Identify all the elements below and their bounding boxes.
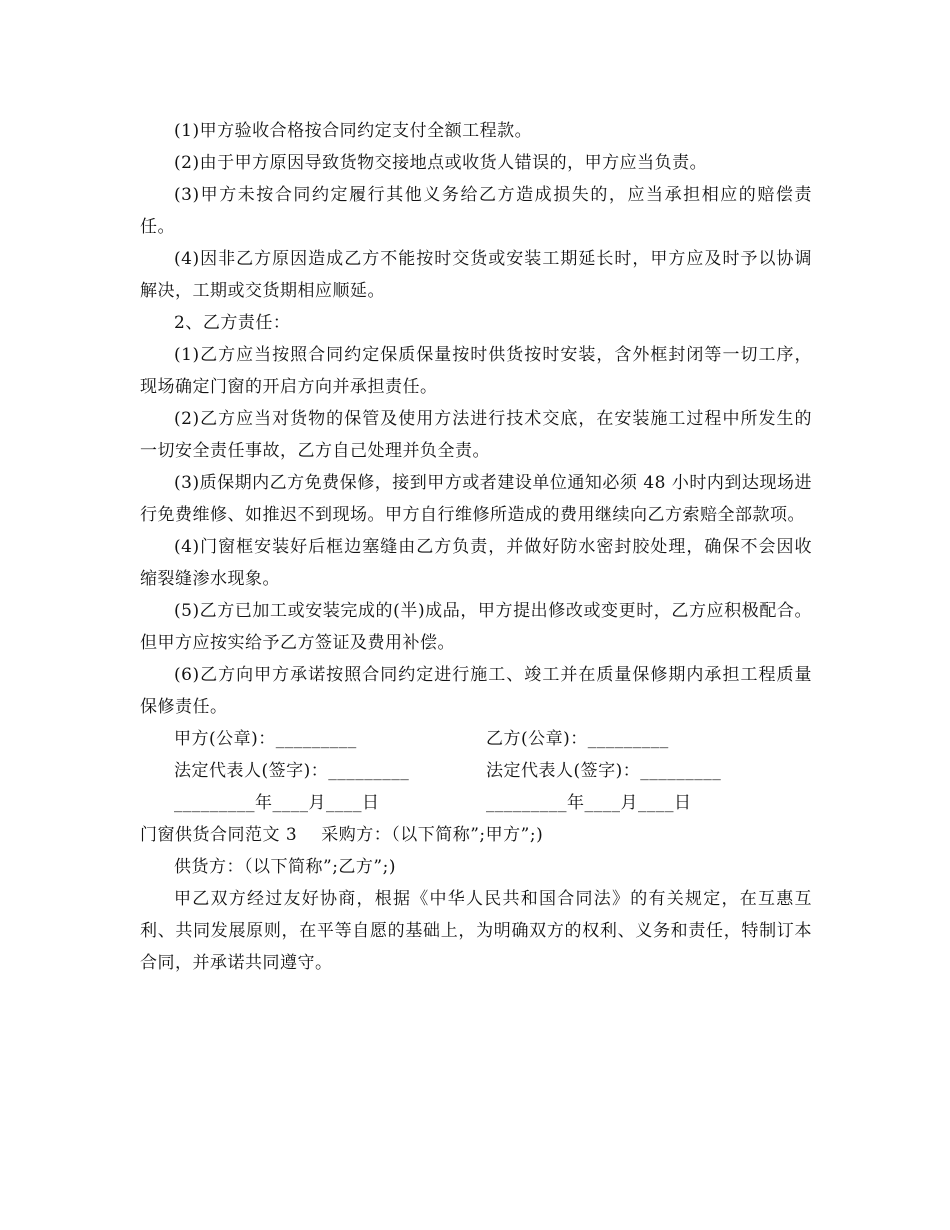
party-a-representative-field: 法定代表人(签字)：_________ [174,761,410,781]
supplier-line: 供货方：（以下简称”;乙方”;) [174,857,396,877]
signature-row-date [140,787,812,819]
signature-row-seal [140,723,812,755]
buyer-line: 采购方：（以下简称”;甲方”;) [321,825,544,845]
section3-heading-line [140,819,812,851]
signature-row-representative [140,755,812,787]
heading-spacer [297,819,321,851]
clause-b-3: (3)质保期内乙方免费保修，接到甲方或者建设单位通知必须 48 小时内到达现场进行免费维修、如推迟不到现场。甲方自行维修所造成的费用继续向乙方索赔全部款项。 [140,473,812,525]
clause-a-1: (1)甲方验收合格按合同约定支付全额工程款。 [174,121,533,141]
party-b-date-field: _________年____月____日 [486,793,692,813]
clause-b-5: (5)乙方已加工或安装完成的(半)成品，甲方提出修改或变更时，乙方应积极配合。但甲方应按实给予乙方签证及费用补偿。 [140,601,812,653]
party-b-representative-field: 法定代表人(签字)：_________ [486,761,722,781]
document-body [140,115,812,979]
party-a-date-field: _________年____月____日 [174,793,380,813]
clause-b-6: (6)乙方向甲方承诺按照合同约定进行施工、竣工并在质量保修期内承担工程质量保修责任。 [140,665,812,717]
section-heading-party-b: 2、乙方责任： [174,313,291,333]
section3-title: 门窗供货合同范文 3 [140,825,298,845]
clause-b-4: (4)门窗框安装好后框边塞缝由乙方负责，并做好防水密封胶处理，确保不会因收缩裂缝渗水现象。 [140,537,812,589]
clause-a-4: (4)因非乙方原因造成乙方不能按时交货或安装工期延长时，甲方应及时予以协调解决，工期或交货期相应顺延。 [140,249,812,301]
clause-b-2: (2)乙方应当对货物的保管及使用方法进行技术交底，在安装施工过程中所发生的一切安全责任事故，乙方自己处理并负全责。 [140,409,812,461]
clause-a-2: (2)由于甲方原因导致货物交接地点或收货人错误的，甲方应当负责。 [174,153,708,173]
contract-intro: 甲乙双方经过友好协商，根据《中华人民共和国合同法》的有关规定，在互惠互利、共同发展原则，在平等自愿的基础上，为明确双方的权利、义务和责任，特制订本合同，并承诺共同遵守。 [140,889,812,973]
clause-b-1: (1)乙方应当按照合同约定保质保量按时供货按时安装，含外框封闭等一切工序，现场确定门窗的开启方向并承担责任。 [140,345,812,397]
party-b-seal-field: 乙方(公章)：_________ [486,729,669,749]
party-a-seal-field: 甲方(公章)：_________ [174,729,357,749]
clause-a-3: (3)甲方未按合同约定履行其他义务给乙方造成损失的，应当承担相应的赔偿责任。 [140,185,812,237]
